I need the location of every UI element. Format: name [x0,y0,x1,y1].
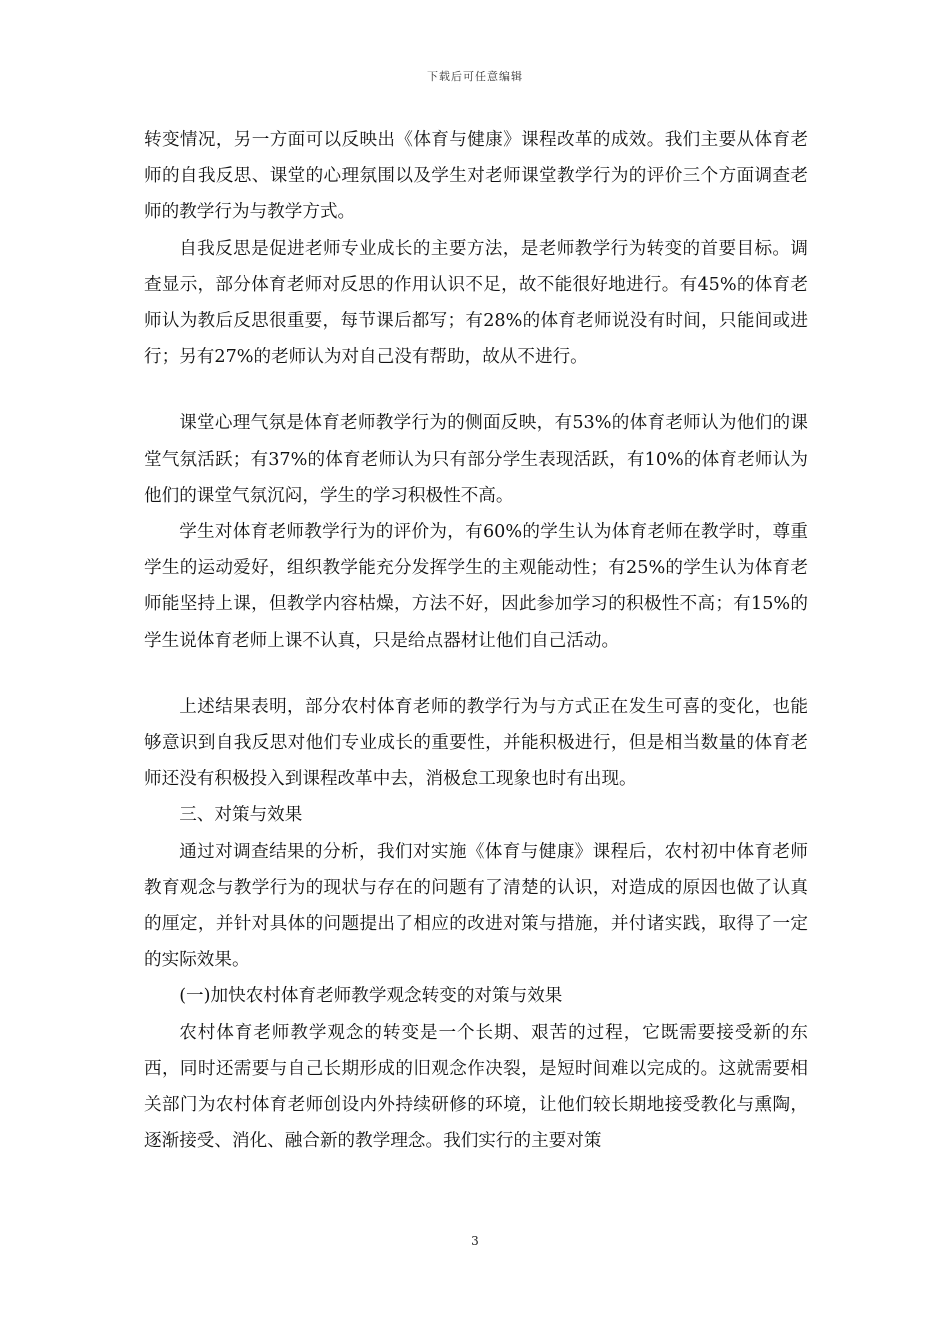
paragraph-7: 农村体育老师教学观念的转变是一个长期、艰苦的过程，它既需要接受新的东西，同时还需要与自己长期形成的旧观念作决裂，是短时间难以完成的。这就需要相关部门为农村体育老师创设内外持续研修的环境，让他们较长期地接受教化与熏陶，逐渐接受、消化、融合新的教学理念。我们实行的主要对策 [144,1022,808,1152]
subsection-heading: (一)加快农村体育老师教学观念转变的对策与效果 [179,986,563,1007]
section-heading: 三、对策与效果 [179,805,303,826]
paragraph-4: 学生对体育老师教学行为的评价为，有60%的学生认为体育老师在教学时，尊重学生的运动爱好，组织教学能充分发挥学生的主观能动性；有25%的学生认为体育老师能坚持上课，但教学内容枯燥，方法不好，因此参加学习的积极性不高；有15%的学生说体育老师上课不认真，只是给点器材让他们自己活动。 [144,522,808,651]
paragraph-spacer [144,659,808,689]
paragraph-3: 课堂心理气氛是体育老师教学行为的侧面反映，有53%的体育老师认为他们的课堂气氛活跃；有37%的体育老师认为只有部分学生表现活跃，有10%的体育老师认为他们的课堂气氛沉闷，学生的学习积极性不高。 [144,413,808,506]
paragraph-6: 通过对调查结果的分析，我们对实施《体育与健康》课程后，农村初中体育老师教育观念与教学行为的现状与存在的问题有了清楚的认识，对造成的原因也做了认真的厘定，并针对具体的问题提出了相应的改进对策与措施，并付诸实践，取得了一定的实际效果。 [144,841,808,971]
paragraph-2: 自我反思是促进老师专业成长的主要方法，是老师教学行为转变的首要目标。调查显示，部分体育老师对反思的作用认识不足，故不能很好地进行。有45%的体育老师认为教后反思很重要，每节课后都写；有28%的体育老师说没有时间，只能间或进行；另有27%的老师认为对自己没有帮助，故从不进行。 [144,238,808,368]
paragraph-1: 转变情况，另一方面可以反映出《体育与健康》课程改革的成效。我们主要从体育老师的自我反思、课堂的心理氛围以及学生对老师课堂教学行为的评价三个方面调查老师的教学行为与教学方式。 [144,130,808,223]
paragraph-spacer [144,375,808,405]
paragraph-5: 上述结果表明，部分农村体育老师的教学行为与方式正在发生可喜的变化，也能够意识到自我反思对他们专业成长的重要性，并能积极进行，但是相当数量的体育老师还没有积极投入到课程改革中去，消极怠工现象也时有出现。 [144,696,808,790]
page-header: 下载后可任意编辑 [427,70,523,83]
page-number: 3 [471,1234,479,1248]
document-body [144,122,808,1159]
